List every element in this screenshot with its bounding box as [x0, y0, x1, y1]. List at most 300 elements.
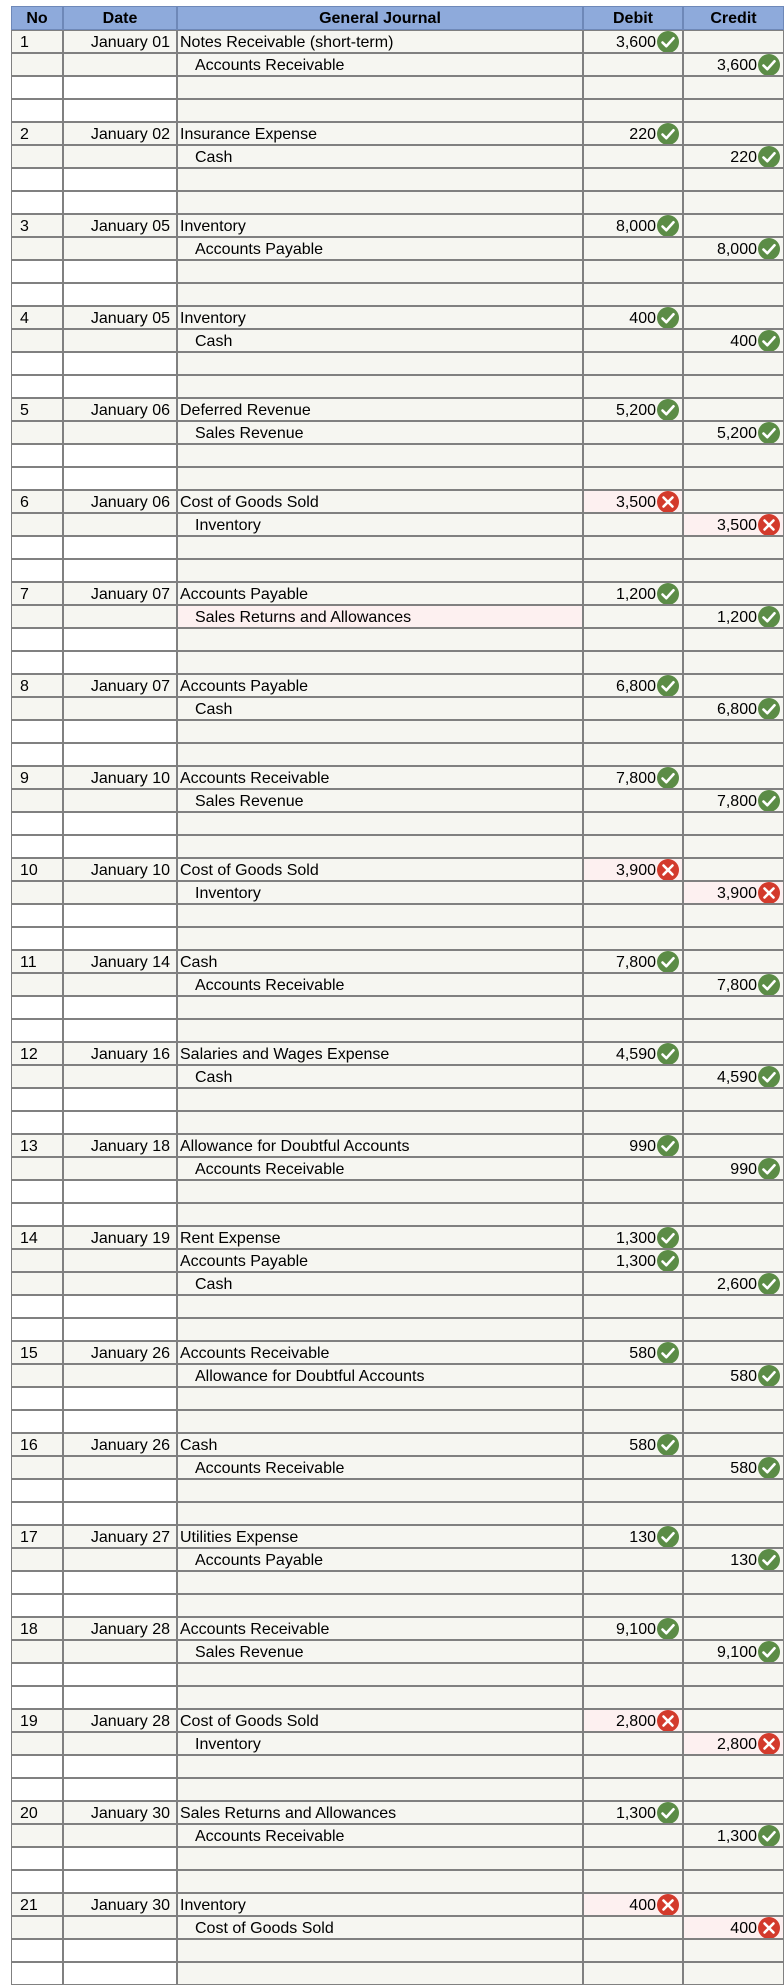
account-field[interactable]: Accounts Receivable: [177, 1157, 583, 1180]
credit-field[interactable]: 4,590: [683, 1065, 784, 1088]
credit-field[interactable]: [683, 996, 784, 1019]
account-field[interactable]: Accounts Receivable: [177, 766, 583, 789]
account-field[interactable]: Accounts Payable: [177, 1249, 583, 1272]
account-field[interactable]: [177, 835, 583, 858]
account-field[interactable]: Salaries and Wages Expense: [177, 1042, 583, 1065]
account-field[interactable]: [177, 904, 583, 927]
account-field[interactable]: Cash: [177, 1433, 583, 1456]
account-field[interactable]: Sales Revenue: [177, 1640, 583, 1663]
debit-field[interactable]: [583, 1594, 683, 1617]
credit-field[interactable]: [683, 628, 784, 651]
credit-field[interactable]: 1,300: [683, 1824, 784, 1847]
credit-field[interactable]: [683, 1893, 784, 1916]
debit-field[interactable]: [583, 881, 683, 904]
credit-field[interactable]: 3,600: [683, 53, 784, 76]
debit-field[interactable]: [583, 973, 683, 996]
account-field[interactable]: Accounts Receivable: [177, 53, 583, 76]
entry-date: January 18: [63, 1134, 177, 1157]
account-field[interactable]: [177, 283, 583, 306]
entry-date: [63, 1548, 177, 1571]
debit-field[interactable]: 1,300: [583, 1801, 683, 1824]
debit-field[interactable]: 3,600: [583, 30, 683, 53]
credit-field[interactable]: [683, 1111, 784, 1134]
debit-field[interactable]: 8,000: [583, 214, 683, 237]
debit-field[interactable]: [583, 743, 683, 766]
debit-field[interactable]: [583, 536, 683, 559]
debit-field[interactable]: [583, 375, 683, 398]
credit-field[interactable]: [683, 1755, 784, 1778]
debit-field[interactable]: [583, 352, 683, 375]
credit-field[interactable]: [683, 1180, 784, 1203]
credit-field[interactable]: 3,500: [683, 513, 784, 536]
entry-number: [11, 1663, 63, 1686]
credit-field[interactable]: 1,200: [683, 605, 784, 628]
debit-field[interactable]: [583, 283, 683, 306]
account-field[interactable]: [177, 651, 583, 674]
debit-field[interactable]: [583, 1847, 683, 1870]
debit-field[interactable]: [583, 1778, 683, 1801]
debit-field[interactable]: [583, 76, 683, 99]
account-field[interactable]: Inventory: [177, 1732, 583, 1755]
account-field[interactable]: Inventory: [177, 513, 583, 536]
account-field[interactable]: [177, 1847, 583, 1870]
credit-field[interactable]: [683, 1502, 784, 1525]
entry-number: [11, 559, 63, 582]
debit-field[interactable]: [583, 720, 683, 743]
credit-field[interactable]: [683, 30, 784, 53]
entry-number: [11, 536, 63, 559]
debit-field[interactable]: [583, 605, 683, 628]
entry-date: [63, 1111, 177, 1134]
credit-field[interactable]: 2,800: [683, 1732, 784, 1755]
account-field[interactable]: Sales Revenue: [177, 421, 583, 444]
account-field[interactable]: Rent Expense: [177, 1226, 583, 1249]
credit-field[interactable]: [683, 1709, 784, 1732]
debit-field[interactable]: [583, 812, 683, 835]
debit-field[interactable]: [583, 1502, 683, 1525]
account-field[interactable]: Deferred Revenue: [177, 398, 583, 421]
account-field[interactable]: [177, 1203, 583, 1226]
credit-field[interactable]: [683, 1318, 784, 1341]
debit-field[interactable]: 580: [583, 1433, 683, 1456]
account-field[interactable]: [177, 467, 583, 490]
credit-field[interactable]: 220: [683, 145, 784, 168]
account-field[interactable]: Cost of Goods Sold: [177, 1709, 583, 1732]
check-circle-icon: [757, 329, 781, 352]
debit-field[interactable]: [583, 1663, 683, 1686]
entry-number: [11, 1640, 63, 1663]
debit-field[interactable]: [583, 1732, 683, 1755]
credit-field[interactable]: [683, 1801, 784, 1824]
debit-field[interactable]: [583, 1272, 683, 1295]
debit-field[interactable]: 9,100: [583, 1617, 683, 1640]
debit-field[interactable]: [583, 1295, 683, 1318]
check-circle-icon: [757, 53, 781, 76]
credit-field[interactable]: [683, 812, 784, 835]
account-field[interactable]: [177, 1111, 583, 1134]
entry-number: [11, 1571, 63, 1594]
debit-field[interactable]: 1,200: [583, 582, 683, 605]
entry-number: [11, 1065, 63, 1088]
debit-field[interactable]: [583, 1479, 683, 1502]
account-field[interactable]: Allowance for Doubtful Accounts: [177, 1134, 583, 1157]
account-field[interactable]: [177, 1778, 583, 1801]
account-field[interactable]: Sales Returns and Allowances: [177, 1801, 583, 1824]
credit-field[interactable]: [683, 306, 784, 329]
debit-field[interactable]: 990: [583, 1134, 683, 1157]
entry-number: [11, 973, 63, 996]
debit-field[interactable]: [583, 697, 683, 720]
debit-field[interactable]: [583, 1571, 683, 1594]
debit-field[interactable]: [583, 1548, 683, 1571]
debit-field[interactable]: [583, 1364, 683, 1387]
credit-field[interactable]: 7,800: [683, 789, 784, 812]
debit-field[interactable]: [583, 237, 683, 260]
debit-field[interactable]: [583, 1686, 683, 1709]
account-field[interactable]: Cash: [177, 950, 583, 973]
debit-field[interactable]: [583, 1962, 683, 1985]
debit-field[interactable]: 7,800: [583, 766, 683, 789]
credit-field[interactable]: [683, 720, 784, 743]
debit-field[interactable]: [583, 1180, 683, 1203]
credit-field[interactable]: [683, 1525, 784, 1548]
entry-number: [11, 283, 63, 306]
debit-field[interactable]: [583, 1870, 683, 1893]
debit-field[interactable]: [583, 145, 683, 168]
credit-field[interactable]: 400: [683, 1916, 784, 1939]
credit-field[interactable]: [683, 1962, 784, 1985]
debit-field[interactable]: [583, 904, 683, 927]
credit-field[interactable]: [683, 1295, 784, 1318]
debit-field[interactable]: [583, 1640, 683, 1663]
account-field[interactable]: [177, 1387, 583, 1410]
debit-field[interactable]: [583, 260, 683, 283]
account-field[interactable]: [177, 76, 583, 99]
credit-field[interactable]: [683, 950, 784, 973]
debit-field[interactable]: 1,300: [583, 1249, 683, 1272]
account-field[interactable]: [177, 1962, 583, 1985]
debit-field[interactable]: 580: [583, 1341, 683, 1364]
credit-field[interactable]: [683, 1134, 784, 1157]
credit-field[interactable]: [683, 766, 784, 789]
entry-date: [63, 421, 177, 444]
debit-field[interactable]: [583, 651, 683, 674]
account-field[interactable]: Insurance Expense: [177, 122, 583, 145]
credit-field[interactable]: [683, 1571, 784, 1594]
debit-field[interactable]: [583, 1387, 683, 1410]
account-field[interactable]: Inventory: [177, 306, 583, 329]
credit-field[interactable]: 7,800: [683, 973, 784, 996]
credit-field[interactable]: 3,900: [683, 881, 784, 904]
credit-field[interactable]: [683, 1088, 784, 1111]
account-field[interactable]: Cost of Goods Sold: [177, 1916, 583, 1939]
account-field[interactable]: Accounts Receivable: [177, 1617, 583, 1640]
debit-field[interactable]: 220: [583, 122, 683, 145]
credit-field[interactable]: [683, 651, 784, 674]
account-field[interactable]: Cost of Goods Sold: [177, 858, 583, 881]
account-field[interactable]: [177, 1180, 583, 1203]
account-field[interactable]: Cash: [177, 329, 583, 352]
entry-number: [11, 1157, 63, 1180]
account-field[interactable]: [177, 996, 583, 1019]
account-field[interactable]: [177, 168, 583, 191]
credit-field[interactable]: [683, 1433, 784, 1456]
check-circle-icon: [656, 766, 680, 789]
account-field[interactable]: [177, 1939, 583, 1962]
debit-field[interactable]: [583, 53, 683, 76]
debit-field[interactable]: 2,800: [583, 1709, 683, 1732]
credit-field[interactable]: [683, 1594, 784, 1617]
debit-field[interactable]: 400: [583, 306, 683, 329]
credit-field[interactable]: [683, 191, 784, 214]
debit-field[interactable]: [583, 467, 683, 490]
account-field[interactable]: [177, 1870, 583, 1893]
check-circle-icon: [656, 1433, 680, 1456]
debit-field[interactable]: 6,800: [583, 674, 683, 697]
debit-field[interactable]: 3,500: [583, 490, 683, 513]
debit-field[interactable]: [583, 1456, 683, 1479]
debit-field[interactable]: [583, 191, 683, 214]
account-field[interactable]: [177, 536, 583, 559]
credit-field[interactable]: [683, 490, 784, 513]
debit-field[interactable]: [583, 1157, 683, 1180]
entry-date: [63, 1502, 177, 1525]
credit-field[interactable]: [683, 927, 784, 950]
credit-field[interactable]: 580: [683, 1364, 784, 1387]
debit-field[interactable]: [583, 1318, 683, 1341]
credit-field[interactable]: 990: [683, 1157, 784, 1180]
account-field[interactable]: [177, 99, 583, 122]
account-field[interactable]: Notes Receivable (short-term): [177, 30, 583, 53]
credit-field[interactable]: 8,000: [683, 237, 784, 260]
entry-date: [63, 1847, 177, 1870]
account-field[interactable]: Cash: [177, 145, 583, 168]
account-field[interactable]: Accounts Receivable: [177, 1456, 583, 1479]
credit-field[interactable]: 2,600: [683, 1272, 784, 1295]
credit-field[interactable]: 580: [683, 1456, 784, 1479]
credit-field[interactable]: 400: [683, 329, 784, 352]
debit-field[interactable]: [583, 329, 683, 352]
account-field[interactable]: Accounts Payable: [177, 237, 583, 260]
account-field[interactable]: [177, 1318, 583, 1341]
credit-field[interactable]: [683, 1939, 784, 1962]
account-field[interactable]: Inventory: [177, 214, 583, 237]
entry-date: January 28: [63, 1617, 177, 1640]
credit-field[interactable]: [683, 1410, 784, 1433]
entry-date: [63, 467, 177, 490]
account-field[interactable]: [177, 1571, 583, 1594]
debit-field[interactable]: [583, 559, 683, 582]
credit-field[interactable]: [683, 1042, 784, 1065]
credit-field[interactable]: [683, 76, 784, 99]
account-field[interactable]: [177, 1663, 583, 1686]
entry-number: [11, 1755, 63, 1778]
debit-field[interactable]: [583, 1939, 683, 1962]
credit-field[interactable]: [683, 398, 784, 421]
debit-field[interactable]: [583, 1088, 683, 1111]
credit-field[interactable]: 9,100: [683, 1640, 784, 1663]
debit-field[interactable]: [583, 1111, 683, 1134]
entry-number: [11, 467, 63, 490]
debit-field[interactable]: [583, 1916, 683, 1939]
credit-field[interactable]: [683, 99, 784, 122]
account-field[interactable]: [177, 720, 583, 743]
credit-field[interactable]: [683, 743, 784, 766]
credit-field[interactable]: 130: [683, 1548, 784, 1571]
debit-field[interactable]: 5,200: [583, 398, 683, 421]
debit-field[interactable]: 1,300: [583, 1226, 683, 1249]
debit-field[interactable]: [583, 789, 683, 812]
account-field[interactable]: Utilities Expense: [177, 1525, 583, 1548]
entry-number: [11, 1686, 63, 1709]
debit-field[interactable]: 7,800: [583, 950, 683, 973]
account-field[interactable]: [177, 927, 583, 950]
debit-field[interactable]: [583, 1203, 683, 1226]
debit-field[interactable]: [583, 835, 683, 858]
credit-field[interactable]: [683, 375, 784, 398]
account-field[interactable]: Sales Revenue: [177, 789, 583, 812]
account-field[interactable]: [177, 628, 583, 651]
check-circle-icon: [656, 214, 680, 237]
debit-field[interactable]: [583, 513, 683, 536]
account-field[interactable]: Accounts Receivable: [177, 973, 583, 996]
credit-field[interactable]: [683, 1479, 784, 1502]
credit-field[interactable]: [683, 536, 784, 559]
debit-field[interactable]: [583, 444, 683, 467]
debit-field[interactable]: [583, 1755, 683, 1778]
account-field[interactable]: Sales Returns and Allowances: [177, 605, 583, 628]
debit-field[interactable]: [583, 421, 683, 444]
credit-field[interactable]: [683, 1019, 784, 1042]
credit-field[interactable]: 5,200: [683, 421, 784, 444]
entry-date: [63, 1249, 177, 1272]
credit-field[interactable]: [683, 352, 784, 375]
entry-date: [63, 1755, 177, 1778]
credit-field[interactable]: [683, 1249, 784, 1272]
debit-field[interactable]: [583, 99, 683, 122]
account-field[interactable]: Inventory: [177, 881, 583, 904]
entry-number: 2: [11, 122, 63, 145]
debit-field[interactable]: [583, 1824, 683, 1847]
debit-field[interactable]: [583, 1065, 683, 1088]
account-field[interactable]: Accounts Payable: [177, 674, 583, 697]
debit-field[interactable]: [583, 1019, 683, 1042]
debit-field[interactable]: [583, 927, 683, 950]
entry-number: [11, 145, 63, 168]
account-field[interactable]: [177, 559, 583, 582]
account-field[interactable]: [177, 1594, 583, 1617]
credit-field[interactable]: 6,800: [683, 697, 784, 720]
debit-field[interactable]: 400: [583, 1893, 683, 1916]
debit-field[interactable]: [583, 168, 683, 191]
account-field[interactable]: Accounts Receivable: [177, 1341, 583, 1364]
account-field[interactable]: [177, 1755, 583, 1778]
credit-field[interactable]: [683, 1341, 784, 1364]
account-field[interactable]: [177, 1295, 583, 1318]
account-field[interactable]: [177, 260, 583, 283]
account-field[interactable]: [177, 812, 583, 835]
entry-number: [11, 1318, 63, 1341]
account-field[interactable]: [177, 1686, 583, 1709]
account-field[interactable]: [177, 352, 583, 375]
credit-field[interactable]: [683, 1686, 784, 1709]
account-field[interactable]: [177, 1410, 583, 1433]
account-field[interactable]: [177, 444, 583, 467]
debit-field[interactable]: [583, 628, 683, 651]
account-field[interactable]: Accounts Payable: [177, 1548, 583, 1571]
entry-date: [63, 1019, 177, 1042]
account-field[interactable]: Cash: [177, 1065, 583, 1088]
check-circle-icon: [757, 1456, 781, 1479]
check-circle-icon: [656, 1341, 680, 1364]
entry-number: [11, 53, 63, 76]
account-field[interactable]: [177, 1019, 583, 1042]
account-field[interactable]: [177, 743, 583, 766]
account-field[interactable]: Allowance for Doubtful Accounts: [177, 1364, 583, 1387]
account-field[interactable]: [177, 375, 583, 398]
credit-field[interactable]: [683, 467, 784, 490]
debit-field[interactable]: 3,900: [583, 858, 683, 881]
debit-field[interactable]: 4,590: [583, 1042, 683, 1065]
credit-field[interactable]: [683, 1387, 784, 1410]
credit-field[interactable]: [683, 1870, 784, 1893]
credit-field[interactable]: [683, 444, 784, 467]
entry-number: [11, 1732, 63, 1755]
credit-field[interactable]: [683, 168, 784, 191]
account-field[interactable]: [177, 1502, 583, 1525]
entry-number: [11, 513, 63, 536]
account-field[interactable]: Cash: [177, 1272, 583, 1295]
account-field[interactable]: Inventory: [177, 1893, 583, 1916]
entry-date: [63, 1456, 177, 1479]
entry-number: [11, 191, 63, 214]
credit-field[interactable]: [683, 260, 784, 283]
credit-field[interactable]: [683, 904, 784, 927]
credit-field[interactable]: [683, 214, 784, 237]
account-field[interactable]: Accounts Payable: [177, 582, 583, 605]
entry-date: [63, 973, 177, 996]
account-field[interactable]: Accounts Receivable: [177, 1824, 583, 1847]
entry-number: 20: [11, 1801, 63, 1824]
credit-field[interactable]: [683, 1226, 784, 1249]
debit-field[interactable]: [583, 996, 683, 1019]
debit-field[interactable]: [583, 1410, 683, 1433]
credit-field[interactable]: [683, 1778, 784, 1801]
entry-number: 1: [11, 30, 63, 53]
debit-field[interactable]: 130: [583, 1525, 683, 1548]
credit-field[interactable]: [683, 1617, 784, 1640]
entry-date: [63, 789, 177, 812]
credit-field[interactable]: [683, 1663, 784, 1686]
credit-field[interactable]: [683, 283, 784, 306]
credit-field[interactable]: [683, 1203, 784, 1226]
credit-field[interactable]: [683, 122, 784, 145]
header-general-journal: General Journal: [177, 6, 583, 30]
account-field[interactable]: [177, 191, 583, 214]
entry-date: January 10: [63, 766, 177, 789]
credit-field[interactable]: [683, 674, 784, 697]
account-field[interactable]: [177, 1479, 583, 1502]
account-field[interactable]: [177, 1088, 583, 1111]
credit-field[interactable]: [683, 582, 784, 605]
credit-field[interactable]: [683, 858, 784, 881]
credit-field[interactable]: [683, 835, 784, 858]
account-field[interactable]: Cash: [177, 697, 583, 720]
account-field[interactable]: Cost of Goods Sold: [177, 490, 583, 513]
entry-date: [63, 1778, 177, 1801]
credit-field[interactable]: [683, 1847, 784, 1870]
credit-field[interactable]: [683, 559, 784, 582]
